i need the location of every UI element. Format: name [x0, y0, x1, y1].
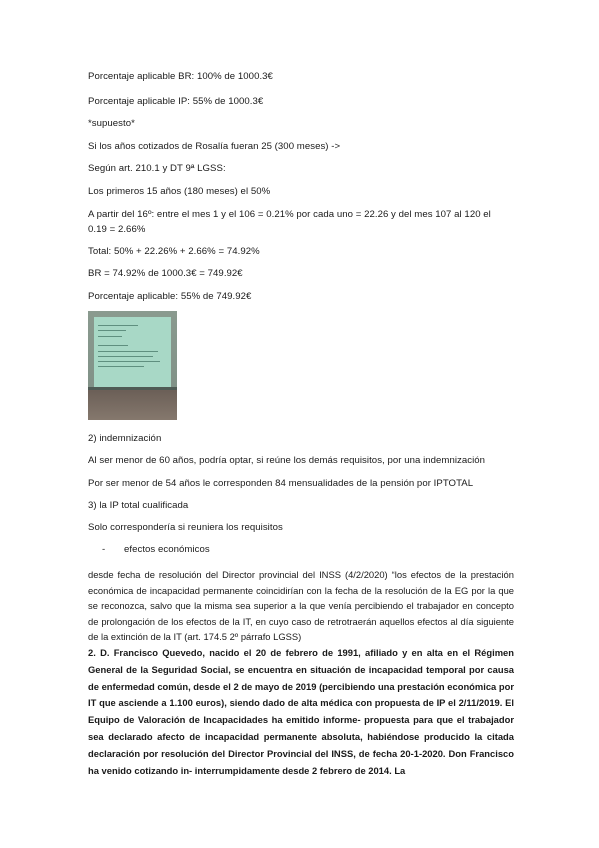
list-item-efectos: efectos económicos: [124, 544, 210, 555]
resolution-paragraph: desde fecha de resolución del Director provincial del INSS (4/2/2020) “los efectos de la prestación económica de incapacidad permanente coincidirían con la fecha de la resolución de la EG por la que se reconozca, salvo que la misma sea superior a la que venía percibiendo el trabajador en concepto de prolongación de los efectos de la IT, en cuyo caso de retrotraerán aquellos efectos al día siguiente de la extinción de la IT (art. 174.5 2º párrafo LGSS): [88, 569, 514, 643]
text-line-solo-corresponderia: Solo correspondería si reuniera los requisitos: [88, 522, 283, 533]
text-line-br: Porcentaje aplicable BR: 100% de 1000.3€: [88, 71, 273, 82]
text-line-anos-cotizados: Si los años cotizados de Rosalía fueran 25 (300 meses) ->: [88, 141, 341, 152]
text-line-ip-cualificada: 3) la IP total cualificada: [88, 500, 189, 511]
text-line-segun-art: Según art. 210.1 y DT 9ª LGSS:: [88, 163, 226, 174]
projector-screen: [94, 317, 171, 387]
list-bullet: -: [102, 544, 106, 555]
case-paragraph: 2. D. Francisco Quevedo, nacido el 20 de febrero de 1991, afiliado y en alta en el Régimen General de la Seguridad Social, se encuentra en situación de incapacidad temporal por causa de enfermedad común, desde el 2 de mayo de 2019 (percibiendo una prestación económica por IT que asciende a 1.100 euros), siendo dado de alta médica con propuesta de IP el 2/11/2019. El Equipo de Valoración de Incapacidades ha emitido informe- propuesta para que el trabajador sea declarado afecto de incapacidad permanente absoluta, habiéndose producido la citada declaración por resolución del Director Provincial del INSS, de fecha 20-1-2020. Don Francisco ha venido cotizando in- interrumpidamente desde 2 febrero de 2014. La: [88, 647, 514, 776]
text-line-total: Total: 50% + 22.26% + 2.66% = 74.92%: [88, 246, 260, 257]
text-line-ip: Porcentaje aplicable IP: 55% de 1000.3€: [88, 96, 264, 107]
embedded-photo: [88, 311, 177, 420]
text-line-partir-16-cont: 0.19 = 2.66%: [88, 224, 146, 235]
text-line-partir-16: A partir del 16º: entre el mes 1 y el 106 = 0.21% por cada uno = 22.26 y del mes 107 al 120 el: [88, 209, 491, 220]
text-line-porcentaje-aplicable: Porcentaje aplicable: 55% de 749.92€: [88, 291, 252, 302]
text-line-menor-54: Por ser menor de 54 años le corresponden 84 mensualidades de la pensión por IPTOTAL: [88, 478, 474, 489]
text-line-br-result: BR = 74.92% de 1000.3€ = 749.92€: [88, 268, 243, 279]
text-line-supuesto: *supuesto*: [88, 118, 135, 129]
text-line-indemnizacion: 2) indemnización: [88, 433, 162, 444]
text-line-primeros-anos: Los primeros 15 años (180 meses) el 50%: [88, 186, 271, 197]
text-line-menor-60: Al ser menor de 60 años, podría optar, si reúne los demás requisitos, por una indemnización: [88, 455, 486, 466]
